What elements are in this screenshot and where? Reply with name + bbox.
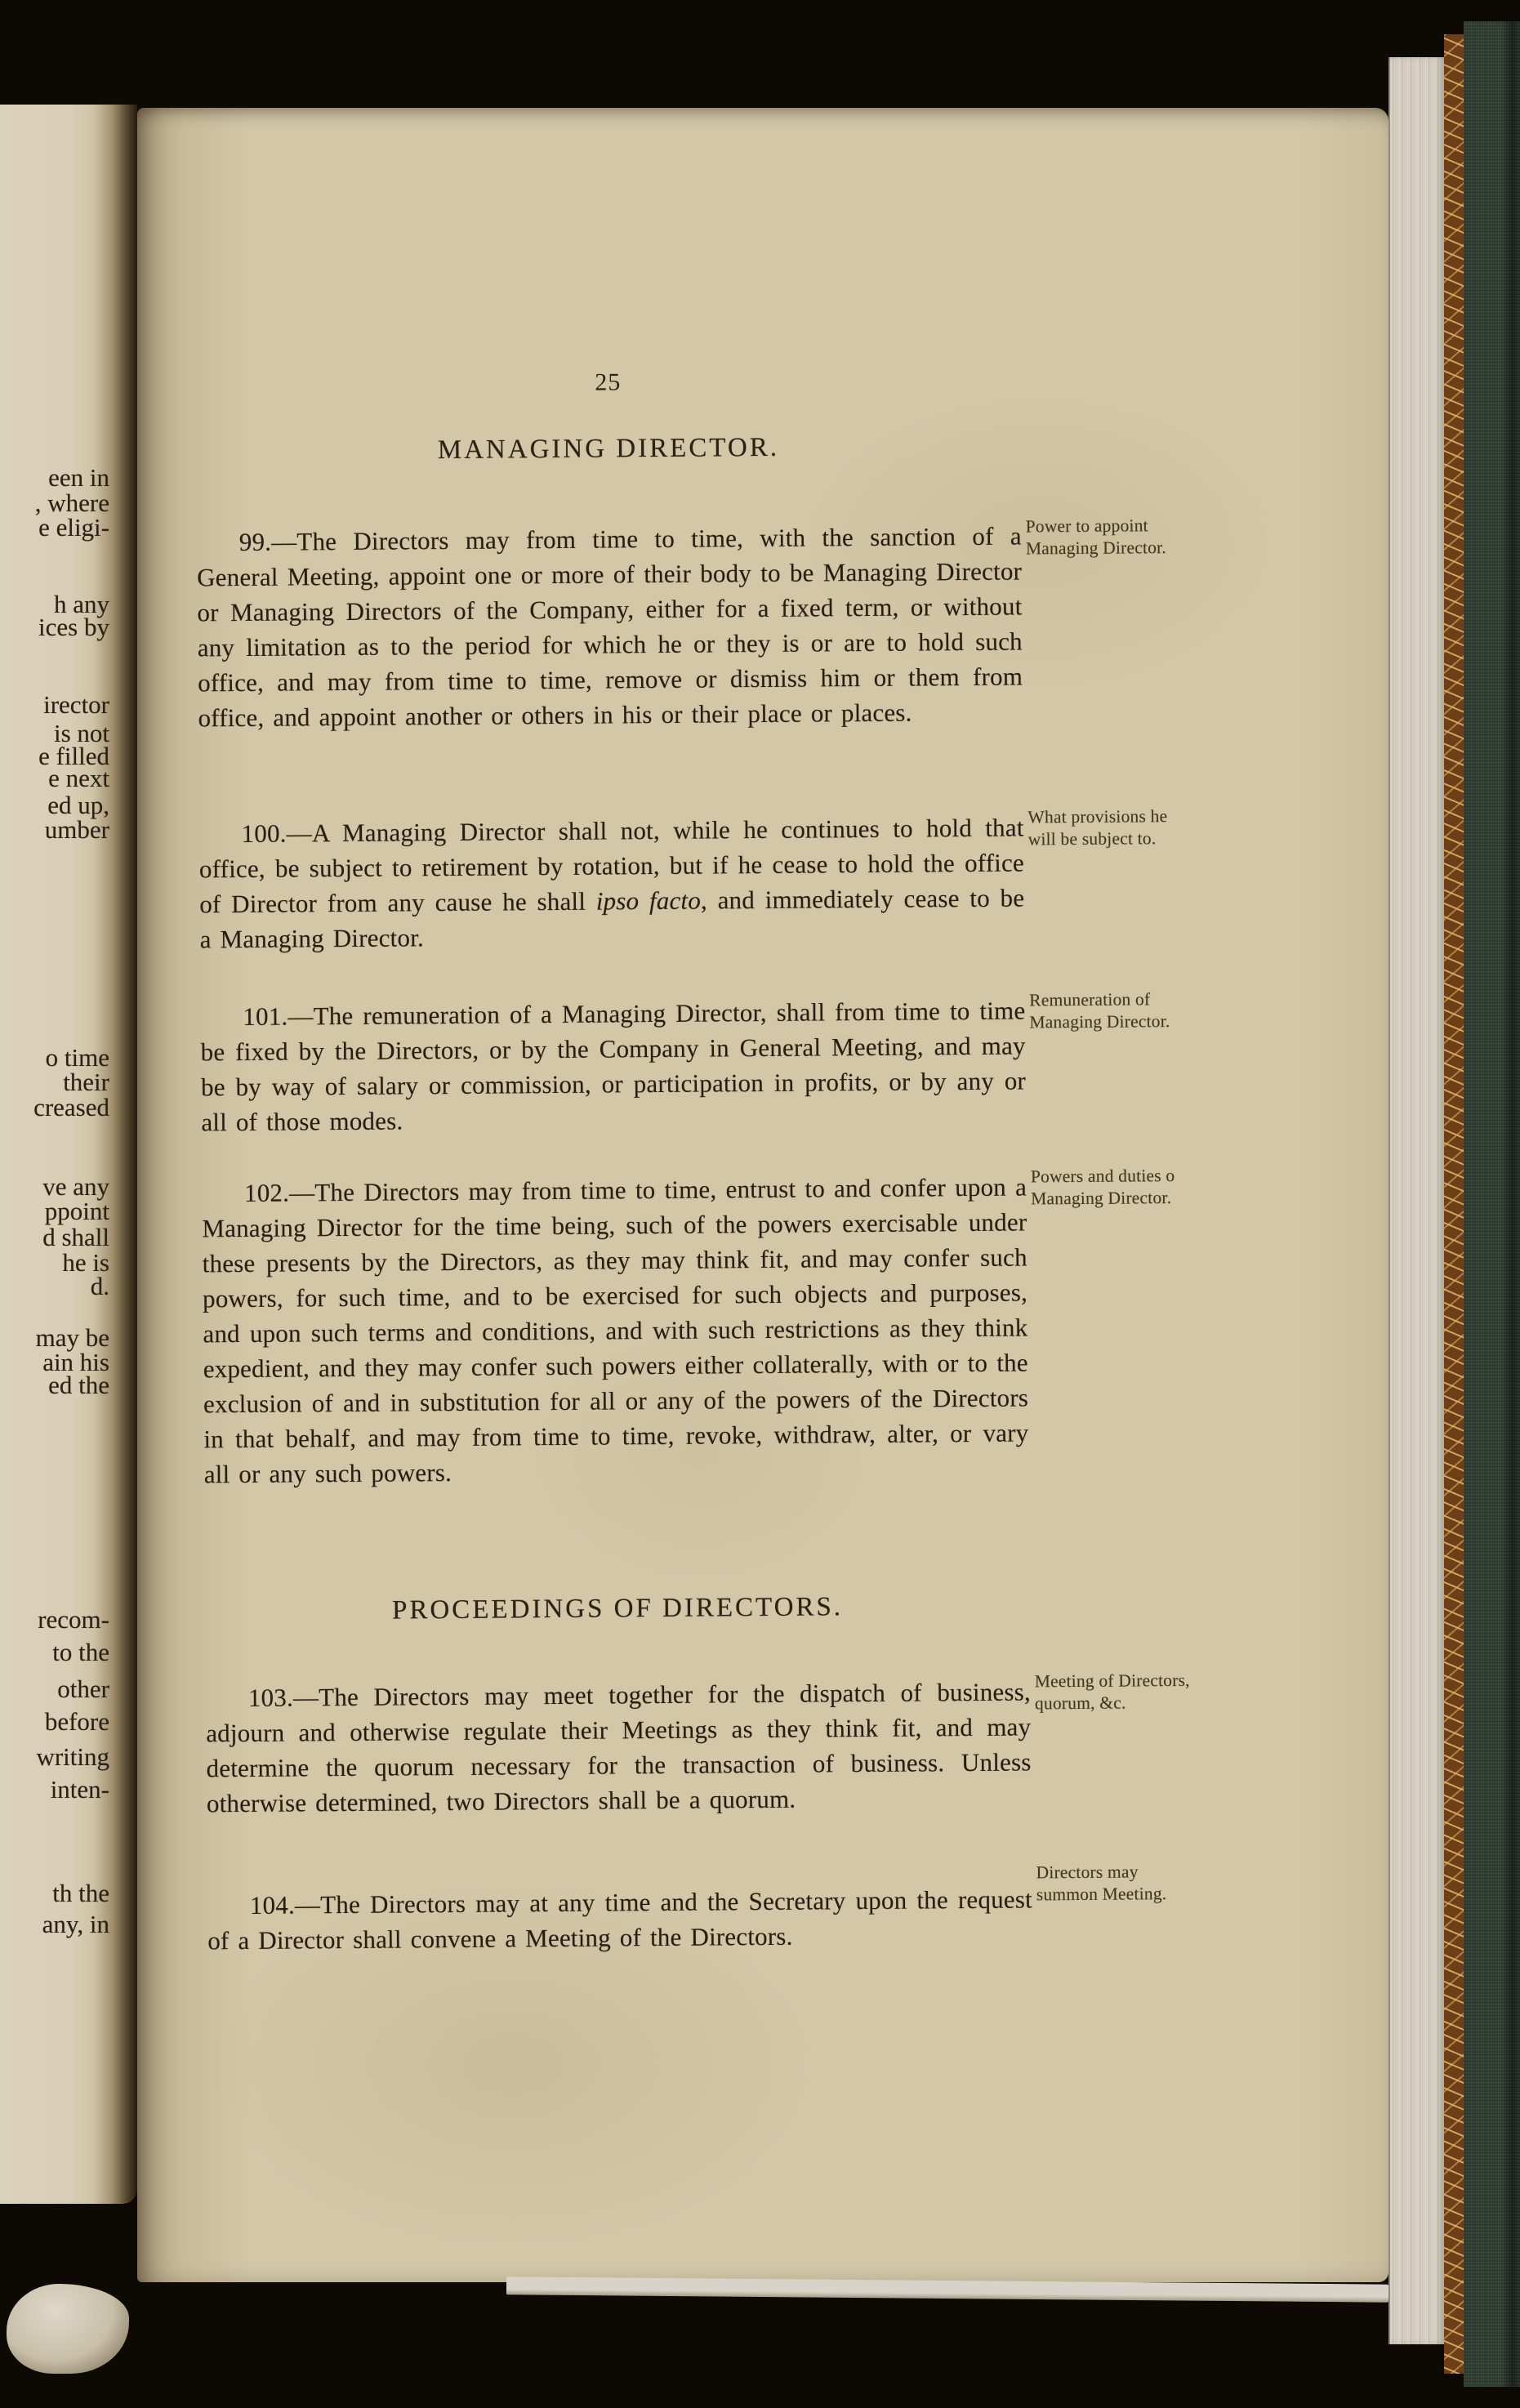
opposite-page-text-fragment: o time	[45, 1043, 109, 1072]
margin-note-102: Powers and duties o Managing Director.	[1030, 1166, 1175, 1209]
clause-102	[202, 1169, 1029, 1492]
clause-text	[197, 518, 1023, 735]
clause-italic-phrase: ipso facto	[595, 885, 702, 916]
opposite-page-text-fragment: ed up,	[47, 791, 109, 819]
opposite-page-text-fragment: other	[57, 1674, 109, 1703]
margin-note-104: Directors may summon Meeting.	[1036, 1862, 1167, 1905]
section-heading-managing-director: MANAGING DIRECTOR.	[437, 432, 780, 466]
opposite-page-edge	[0, 105, 137, 2204]
opposite-page-text-fragment: e next	[48, 764, 109, 792]
margin-note-100: What provisions he will be subject to.	[1027, 806, 1168, 849]
opposite-page-text-fragment: ppoint	[44, 1197, 109, 1225]
clause-104	[207, 1881, 1033, 1958]
clause-101	[200, 992, 1026, 1139]
opposite-page-text-fragment: he is	[62, 1248, 109, 1277]
margin-note-101: Remuneration of Managing Director.	[1029, 989, 1170, 1032]
clause-number: 101.	[243, 1001, 288, 1032]
clause-103	[206, 1674, 1032, 1821]
clause-number: 103.	[247, 1683, 294, 1712]
margin-note-99: Power to appoint Managing Director.	[1025, 515, 1166, 559]
margin-note-103: Meeting of Directors, quorum, &c.	[1034, 1670, 1190, 1714]
opposite-page-text-fragment: d shall	[42, 1223, 109, 1251]
clause-body: —The Directors may from time to time, with the sanction of a General Meeting, appoint one or more of their body to be Managing Director or Managing Directors of the Company, either for a fixed term, or without any limitation as to the period for which he or they is or are to hold such office, and may from time to time, remove or dismiss him or them from office, and appoint another or others in his or their place or places.	[196, 521, 1023, 733]
opposite-page-text-fragment: recom-	[38, 1605, 109, 1634]
clause-body-cont: , and immediately cease to be a Managing Director.	[199, 883, 1025, 954]
opposite-page-text-fragment: een in	[48, 463, 109, 492]
clause-text	[198, 809, 1024, 957]
opposite-page-text-fragment: ain his	[42, 1348, 109, 1376]
clause-100	[198, 809, 1024, 957]
marbled-endpaper-strip	[1444, 34, 1464, 2374]
clause-99	[197, 518, 1023, 735]
opposite-page-text-fragment: , where	[34, 488, 109, 517]
clause-number: 104.	[249, 1890, 296, 1920]
clause-text	[200, 992, 1026, 1139]
opposite-page-text-fragment: to the	[52, 1638, 109, 1666]
page-number: 25	[595, 368, 622, 396]
clause-body: —The Directors may from time to time, entrust to and confer upon a Managing Director for the time being, such of the powers exercisable under these presents by the Directors, as they may think fit, and may confer such powers, for such time, and to be exercised for such objects and purposes, and upon such terms and conditions, and with such restrictions as they think expedient, and they may confer such powers either collaterally, with or to the exclusion of and in substitution for all or any of the powers of the Directors in that behalf, and may from time to time, revoke, withdraw, alter, or vary all or any such powers.	[202, 1172, 1029, 1489]
opposite-page-text-fragment: e filled	[38, 742, 109, 770]
opposite-page-text-fragment: writing	[36, 1742, 109, 1771]
clause-body: —The Directors may meet together for the dispatch of business, adjourn and otherwise regulate their Meetings as they think fit, and may determine the quorum necessary for the transaction of business. Unless otherwise determined, two Directors shall be a quorum.	[206, 1677, 1032, 1818]
opposite-page-text-fragment: h any	[53, 590, 109, 618]
book-page	[137, 108, 1389, 2282]
opposite-page-text-fragment: any, in	[42, 1910, 109, 1938]
clause-number: 99.	[238, 527, 272, 557]
opposite-page-text-fragment: d.	[90, 1272, 109, 1300]
clause-number: 102.	[243, 1178, 290, 1207]
opposite-page-text-fragment: before	[44, 1707, 109, 1736]
opposite-page-text-fragment: th the	[52, 1879, 109, 1907]
opposite-page-text-fragment: umber	[44, 815, 109, 844]
clause-body: —The remuneration of a Managing Director, shall from time to time be fixed by the Directors, or by the Company in General Meeting, and may be by way of salary or commission, or participation in profits, or by any or all of those modes.	[200, 996, 1027, 1137]
opposite-page-text-fragment: ve any	[42, 1172, 109, 1201]
book-cover-cloth	[1464, 21, 1520, 2387]
opposite-page-text-fragment: creased	[33, 1093, 109, 1122]
opposite-page-text-fragment: irector	[43, 690, 109, 719]
torn-paper-scrap	[7, 2284, 129, 2374]
opposite-page-text-fragment: is not	[53, 719, 109, 747]
clause-text	[202, 1169, 1029, 1492]
clause-number: 100.	[241, 818, 287, 849]
opposite-page-text-fragment: may be	[35, 1323, 109, 1352]
clause-body: —The Directors may at any time and the Secretary upon the request of a Director shall convene a Meeting of the Directors.	[207, 1884, 1033, 1955]
opposite-page-text-fragment: e eligi-	[38, 513, 109, 542]
opposite-page-text-fragment: ed the	[48, 1371, 109, 1399]
opposite-page-text-fragment: ices by	[38, 613, 109, 641]
opposite-page-text-fragment: their	[63, 1068, 109, 1096]
page-edge-stack	[1389, 57, 1444, 2344]
clause-text	[206, 1674, 1032, 1821]
opposite-page-text-fragment: inten-	[50, 1775, 109, 1804]
clause-text	[207, 1881, 1033, 1958]
section-heading-proceedings-of-directors: PROCEEDINGS OF DIRECTORS.	[391, 1592, 844, 1625]
clause-body: —A Managing Director shall not, while he continues to hold that office, be subject to retirement by rotation, but if he cease to hold the office of Director from any cause he shall	[198, 813, 1025, 919]
page-text-layer	[131, 103, 1399, 2287]
